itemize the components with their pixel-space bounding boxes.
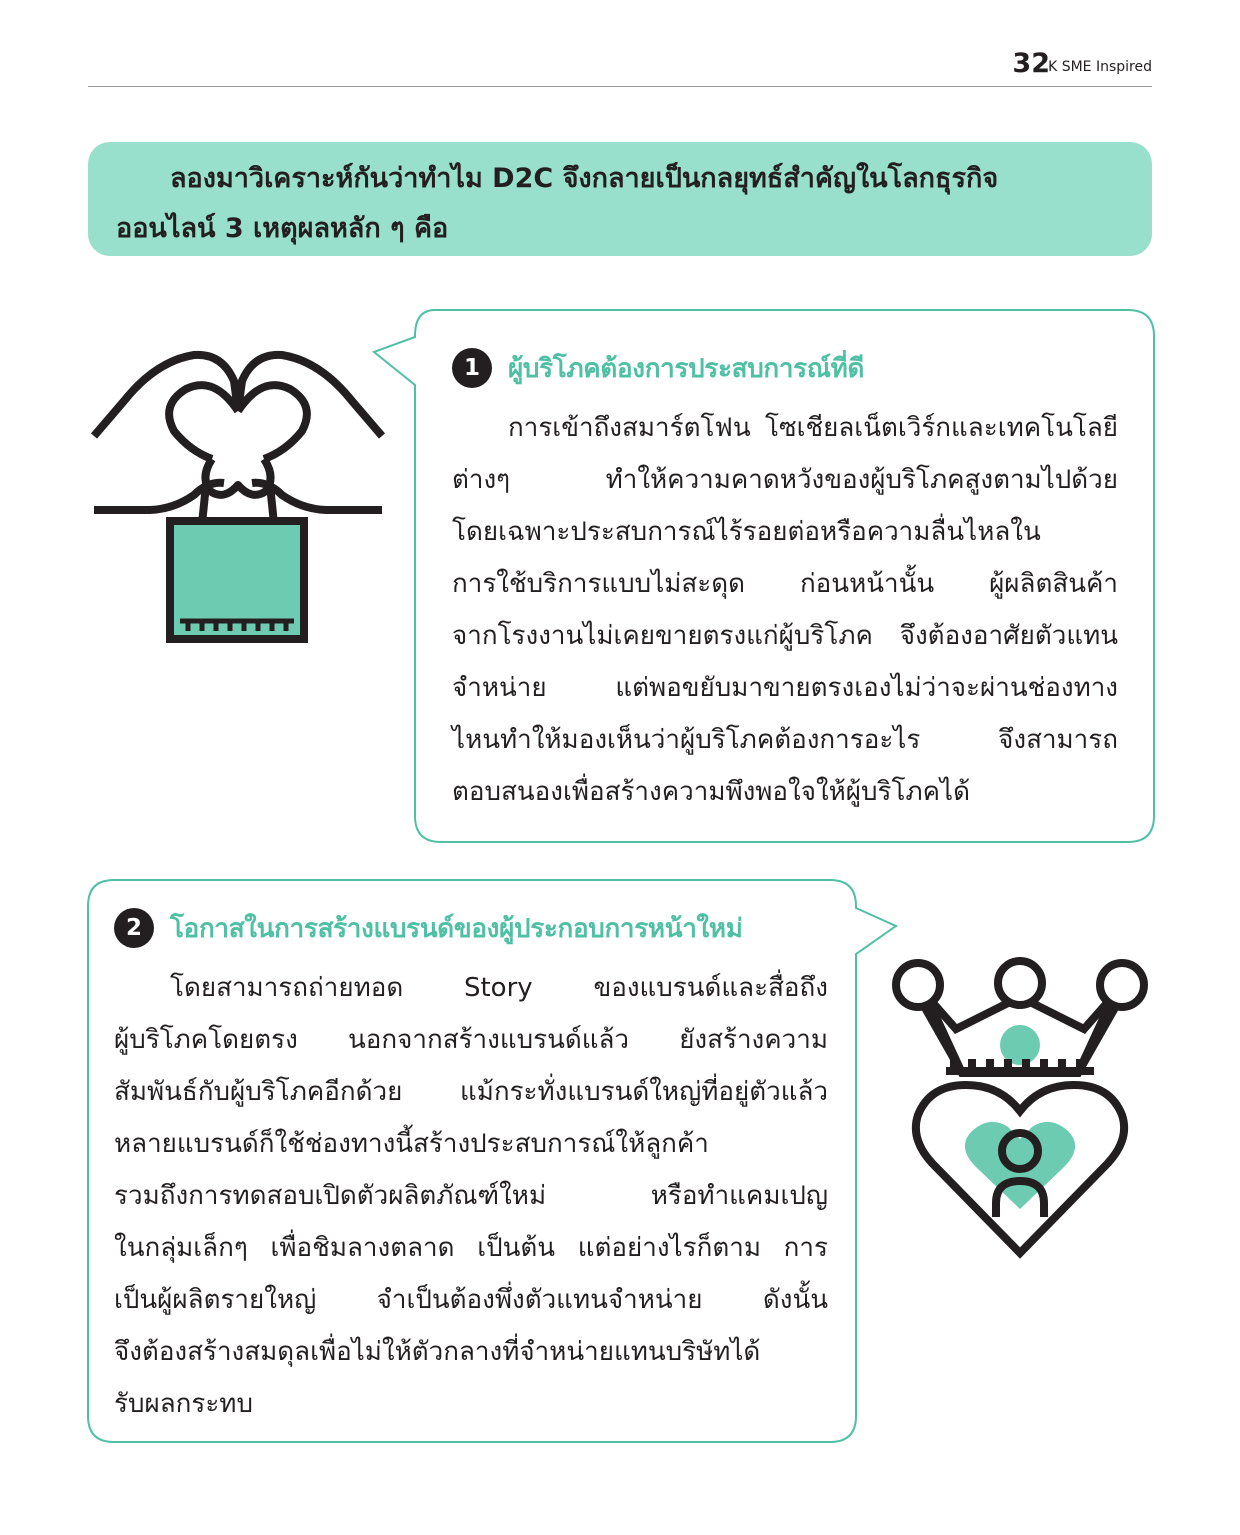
reason-2-line: โดยสามารถถ่ายทอด Story ของแบรนด์และสื่อถึง xyxy=(170,973,828,1003)
reason-1-line: ไหนทำให้มองเห็นว่าผู้บริโภคต้องการอะไร จึงสามารถ xyxy=(452,725,1118,755)
reason-1-line: จำหน่าย แต่พอขยับมาขายตรงเองไม่ว่าจะผ่านช่องทาง xyxy=(452,673,1118,703)
intro-line-2: ออนไลน์ 3 เหตุผลหลัก ๆ คือ xyxy=(116,213,449,244)
reason-2-line: ในกลุ่มเล็กๆ เพื่อชิมลางตลาด เป็นต้น แต่อย่างไรก็ตาม การ xyxy=(114,1233,828,1263)
reason-1-line: โดยเฉพาะประสบการณ์ไร้รอยต่อหรือความลื่นไหลใน xyxy=(452,517,1041,547)
intro-line-1: ลองมาวิเคราะห์กันว่าทำไม D2C จึงกลายเป็นกลยุทธ์สำคัญในโลกธุรกิจ xyxy=(170,163,999,194)
reason-1-line: ต่างๆ ทำให้ความคาดหวังของผู้บริโภคสูงตามไปด้วย xyxy=(452,465,1118,495)
reason-1-line: การใช้บริการแบบไม่สะดุด ก่อนหน้านั้น ผู้ผลิตสินค้า xyxy=(452,569,1118,599)
reason-1-line: จากโรงงานไม่เคยขายตรงแก่ผู้บริโภค จึงต้องอาศัยตัวแทน xyxy=(452,621,1118,651)
reason-2-line: ผู้บริโภคโดยตรง นอกจากสร้างแบรนด์แล้ว ยังสร้างความ xyxy=(114,1025,828,1055)
reason-1-line: ตอบสนองเพื่อสร้างความพึงพอใจให้ผู้บริโภคได้ xyxy=(452,777,970,807)
reason-2-heading xyxy=(114,904,828,952)
crown-heart-person-icon xyxy=(890,955,1150,1260)
reason-2-line: สัมพันธ์กับผู้บริโภคอีกด้วย แม้กระทั่งแบรนด์ใหญ่ที่อยู่ตัวแล้ว xyxy=(114,1077,828,1107)
reason-2-bubble xyxy=(86,878,898,1444)
reason-2-title: โอกาสในการสร้างแบรนด์ของผู้ประกอบการหน้าใหม่ xyxy=(170,913,743,944)
reason-2-number-badge: 2 xyxy=(114,908,154,948)
reason-2-line: เป็นผู้ผลิตรายใหญ่ จำเป็นต้องพึ่งตัวแทนจำหน่าย ดังนั้น xyxy=(114,1285,828,1315)
reason-1-line: การเข้าถึงสมาร์ตโฟน โซเชียลเน็ตเวิร์กและเทคโนโลยี xyxy=(508,413,1118,443)
reason-1-number-badge: 1 xyxy=(452,348,492,388)
reason-2-line: รับผลกระทบ xyxy=(114,1389,253,1419)
publication-name: K SME Inspired xyxy=(1048,59,1152,75)
reason-1-heading xyxy=(452,344,1118,392)
page-number: 32 xyxy=(1012,48,1050,79)
reason-2-line: รวมถึงการทดสอบเปิดตัวผลิตภัณฑ์ใหม่ หรือทำแคมเปญ xyxy=(114,1181,828,1211)
intro-box xyxy=(88,142,1152,256)
reason-1-title: ผู้บริโภคต้องการประสบการณ์ที่ดี xyxy=(508,353,865,384)
heart-hands-shopping-bag-icon xyxy=(90,345,386,645)
page-header xyxy=(88,44,1152,87)
reason-2-line: จึงต้องสร้างสมดุลเพื่อไม่ให้ตัวกลางที่จำหน่ายแทนบริษัทได้ xyxy=(114,1337,761,1367)
reason-1-bubble xyxy=(372,308,1156,844)
reason-2-line: หลายแบรนด์ก็ใช้ช่องทางนี้สร้างประสบการณ์ให้ลูกค้า xyxy=(114,1129,709,1159)
